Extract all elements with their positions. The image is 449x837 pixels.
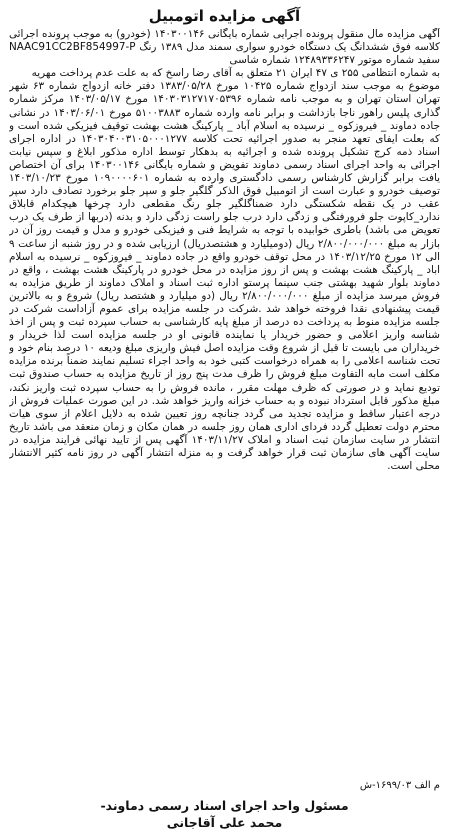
notice-body	[9, 28, 440, 778]
paragraph-intro: آگهی مزایده مال منقول پرونده اجرایی شماره بایگانی ۱۴۰۳۰۰۱۴۶ (خودرو) به موجب پرونده اجرائی کلاسه فوق ششدانگ یک دستگاه خودرو سواری سمند مدل ۱۳۸۹ رنگ NAAC91CC2BF854997-P سفید شماره موتور ۱۲۴۸۹۳۳۶۲۴۷ شماره شاسی	[9, 28, 440, 67]
notice-title: آگهی مزایده اتومبیل	[148, 7, 301, 25]
signature-name: محمد علی آقاجانی	[166, 815, 283, 830]
paragraph-plate: به شماره انتظامی ۲۵۵ ی ۴۷ ایران ۲۱ متعلق به آقای رضا راسخ که به علت عدم پرداخت مهریه	[31, 67, 440, 80]
reference-number: م الف ۱۶۹۹/۰۳-ش	[359, 780, 440, 791]
signature-block	[9, 797, 440, 831]
paragraph-main: موضوع به موجب سند ازدواج شماره ۱۰۴۲۵ مورخ ۱۳۸۳/۰۵/۲۸ دفتر خانه ازدواج شماره ۶۳ شهر تهران استان تهران و به موجب نامه شماره ۱۴۰۳۰۳۱۲۷۱۷۰۵۳۹۶ مورخ ۱۴۰۳/۰۵/۱۷ مرکز شماره گذاری پلیس راهور ناجا بازداشت و برابر نامه وارده شماره ۵۱۰۰۳۸۸۳ مورخ ۱۴۰۳/۰۶/۰۱ در نشانی جاده دماوند _ فیروزکوه _ نرسیده به اسلام آباد _ پارکینگ هشت بهشت توقیف فیزیکی شده است و که بعلت ایفای تعهد منجر به صدور اجرائیه تحت کلاسه ۱۴۰۳۰۴۰۰۳۱۰۵۰۰۰۱۲۷۷ در اداره اجرای اسناد ذمه کرج تشکیل پرونده شده و اجرائیه به بدهکار توسط اداره مذکور ابلاغ و سپس نیابت اجرائی به واحد اجرای اسناد رسمی دماوند تفویض و شماره بایگانی ۱۴۰۳۰۰۱۴۶ برای آن اختصاص یافت برابر گزارش کارشناس رسمی دادگستری وارده به شماره ۱۰۹۰۰۰۰۶۰۱ مورخ ۱۴۰۳/۱۰/۲۳ توصیف خودرو و عبارت است از اتومبیل فوق الذکر گلگیر جلو و سپر جلو برخورد تصادف دارد سپر عقب در یک نقطه شکستگی دارد ضمناگلگیر جلو رنگ مقطعی دارد چرخها هیچکدام قابلاق ندارد_کاپوت جلو فرورفتگی و زدگی دارد درب جلو راست زدگی دارد و بدنه (دربها از طرف یک درب تعویض می باشد) باطری خوابیده با توجه به شرایط فنی و فیزیکی خودرو و مدل و قیمت روز آن در بازار به مبلغ ۲/۸۰۰/۰۰۰/۰۰۰ ریال (دومیلیارد و هشتصدریال) ارزیابی شده و در روز شنبه از ساعت ۹ الی ۱۲ مورخ ۱۴۰۳/۱۲/۲۵ در محل توقف خودرو واقع در جاده دماوند _ فیروزکوه _ نرسیده به اسلام اباد _ پارکینگ هشت بهشت و پس از روز مزایده در محل خودرو در پارکینگ هشت بهشت ، واقع در دماوند بلوار شهید بهشتی جنب سینما پرستو اداره ثبت اسناد و املاک دماوند از طریق مزایده به فروش میرسد مزایده از مبلغ ۲/۸۰۰/۰۰۰/۰۰۰ ریال (دو میلیارد و هشتصد ریال) شروع و به بالاترین قیمت پیشنهادی نقدا فروخته خواهد شد .شرکت در جلسه مزایده برای عموم آزاداست شرکت در جلسه مزایده منوط به پرداخت ده درصد از مبلغ پایه کارشناسی به حساب سپرده ثبت و پس از اخذ شناسه واریز اعلامی و حضور خریدار یا نماینده قانونی او در جلسه مزایده است لذا خریدار و خریداران می بایست تا قبل از شروع وقت مزایده اصل فیش واریزی مبلغ ودیعه ۱۰ درصد بنام خود و تحت شناسه اعلامی را به همراه درخواست کتبی خود به واحد اجراء تسلیم نمایند ضمناً برنده مزایده مکلف است مابه التفاوت مبلغ فروش را ظرف مدت پنج روز از تاریخ مزایده به حساب صندوق ثبت تودیع نماید و در صورتی که ظرف مهلت مقرر ، مانده فروش را به حساب سپرده ثبت واریز نکند، مبلغ مذکور قابل استرداد نبوده و به حساب خزانه واریز خواهد شد. در این صورت عملیات فروش از درجه اعتبار ساقط و مزایده تجدید می گردد جنانچه روز تعیین شده به دلایل اعلام از سوی هیات محترم دولت تعطیل گردد فردای اداری همان روز جلسه در همان مکان و زمان منعقد می باشد تاریخ انتشار در سایت سازمان ثبت اسناد و املاک ۱۴۰۳/۱۱/۲۷ آگهی پس از تایید نهائی فرایند مزایده در سایت آگهی های سازمان ثبت قرار خواهد گرفت و به منزله انتشار آگهی در روز نامه کثیر الانتشار محلی است.	[9, 80, 440, 473]
signature-title: مسئول واحد اجرای اسناد رسمی دماوند-	[100, 798, 349, 813]
